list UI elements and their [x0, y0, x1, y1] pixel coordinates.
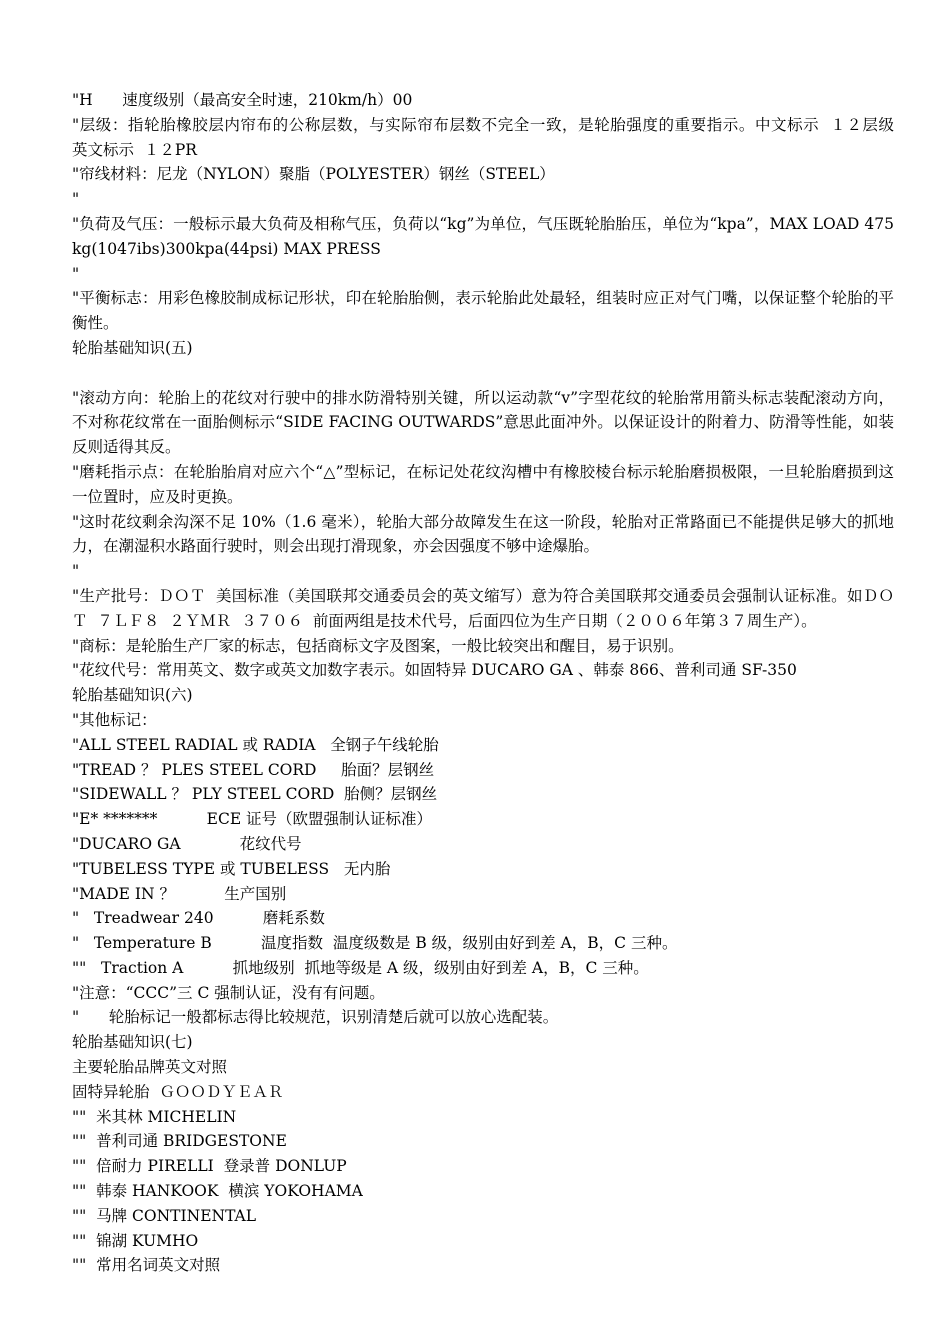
text-line: "" 锦湖 KUMHO: [72, 1231, 199, 1250]
text-line: "注意：“CCC”三 C 强制认证，没有有问题。: [72, 983, 385, 1002]
text-line: "磨耗指示点：在轮胎胎肩对应六个“△”型标记，在标记处花纹沟槽中有橡胶棱台标示轮胎磨损极限，一旦轮胎磨损到这一位置时，应及时更换。: [72, 462, 894, 506]
text-line: "TUBELESS TYPE 或 TUBELESS 无内胎: [72, 859, 391, 878]
text-line: 主要轮胎品牌英文对照: [72, 1058, 228, 1077]
text-line: "商标：是轮胎生产厂家的标志，包括商标文字及图案，一般比较突出和醒目，易于识别。: [72, 636, 684, 655]
text-line: "层级：指轮胎橡胶层内帘布的公称层数，与实际帘布层数不完全一致，是轮胎强度的重要指示。中文标示 １２层级 英文标示 １２PR: [72, 115, 909, 159]
text-line: "" 韩泰 HANKOOK 横滨 YOKOHAMA: [72, 1182, 363, 1201]
text-line: "滚动方向：轮胎上的花纹对行驶中的排水防滑特别关键，所以运动款“v”字型花纹的轮胎常用箭头标志装配滚动方向，不对称花纹常在一面胎侧标示“SIDE FACING OUTWARDS”意思此面冲外。以保证设计的附着力、防滑等性能，如装反则适得其反。: [72, 388, 894, 457]
text-line: ": [72, 264, 80, 283]
text-line: 固特异轮胎 ＧＯＯＤＹＥＡＲ: [72, 1082, 284, 1101]
text-line: "" 马牌 CONTINENTAL: [72, 1206, 257, 1225]
text-line: "" 常用名词英文对照: [72, 1256, 221, 1275]
text-line: ": [72, 190, 80, 209]
document-body: [72, 88, 909, 1278]
text-line: "" 倍耐力 PIRELLI 登录普 DONLUP: [72, 1157, 347, 1176]
section-heading: 轮胎基础知识(七): [72, 1033, 193, 1052]
text-line: "DUCARO GA 花纹代号: [72, 834, 302, 853]
text-line: " Temperature B 温度指数 温度级数是 B 级，级别由好到差 A，B，C 三种。: [72, 934, 678, 953]
text-line: "" 普利司通 BRIDGESTONE: [72, 1132, 287, 1151]
text-line: "SIDEWALL ？ PLY STEEL CORD 胎侧？层钢丝: [72, 785, 438, 804]
text-line: "负荷及气压：一般标示最大负荷及相称气压，负荷以“kg”为单位，气压既轮胎胎压，单位为“kpa”，MAX LOAD 475kg(1047ibs)300kpa(44psi) MAX PRESS: [72, 214, 894, 258]
text-line: "平衡标志：用彩色橡胶制成标记形状，印在轮胎胎侧，表示轮胎此处最轻，组装时应正对气门嘴，以保证整个轮胎的平衡性。: [72, 289, 894, 333]
text-line: "TREAD ？ PLES STEEL CORD 胎面？层钢丝: [72, 760, 435, 779]
text-line: "" Traction A 抓地级别 抓地等级是 A 级，级别由好到差 A，B，C 三种。: [72, 958, 649, 977]
text-line: "" 米其林 MICHELIN: [72, 1107, 237, 1126]
text-line: "MADE IN ？ 生产国别: [72, 884, 287, 903]
text-line: " 轮胎标记一般都标志得比较规范，识别清楚后就可以放心选配装。: [72, 1008, 559, 1027]
text-line: ": [72, 562, 80, 581]
text-line: "这时花纹剩余沟深不足 10%（1.6 毫米），轮胎大部分故障发生在这一阶段，轮胎对正常路面已不能提供足够大的抓地力，在潮湿积水路面行驶时，则会出现打滑现象，亦会因强度不够中途爆胎。: [72, 512, 894, 556]
section-heading: 轮胎基础知识(五): [72, 338, 193, 357]
text-line: "生产批号：ＤＯＴ 美国标准（美国联邦交通委员会的英文缩写）意为符合美国联邦交通委员会强制认证标准。如ＤＯＴ ７ＬＦ８ ２ＹＭＲ ３７０６ 前面两组是技术代号，后面四位为生产日期（２００６年第３７周生产）。: [72, 586, 894, 630]
text-line: "花纹代号：常用英文、数字或英文加数字表示。如固特异 DUCARO GA 、韩泰 866、普利司通 SF-350: [72, 661, 797, 680]
text-line: "帘线材料：尼龙（NYLON）聚脂（POLYESTER）钢丝（STEEL）: [72, 165, 555, 184]
text-line: "H 速度级别（最高安全时速，210km/h）00: [72, 91, 413, 109]
text-line: "E* ******* ECE 证号（欧盟强制认证标准）: [72, 810, 433, 829]
text-line: "ALL STEEL RADIAL 或 RADIA 全钢子午线轮胎: [72, 735, 439, 754]
text-line: "其他标记：: [72, 710, 157, 729]
text-line: " Treadwear 240 磨耗系数: [72, 909, 325, 928]
blank-line: [72, 361, 894, 386]
section-heading: 轮胎基础知识(六): [72, 686, 193, 705]
